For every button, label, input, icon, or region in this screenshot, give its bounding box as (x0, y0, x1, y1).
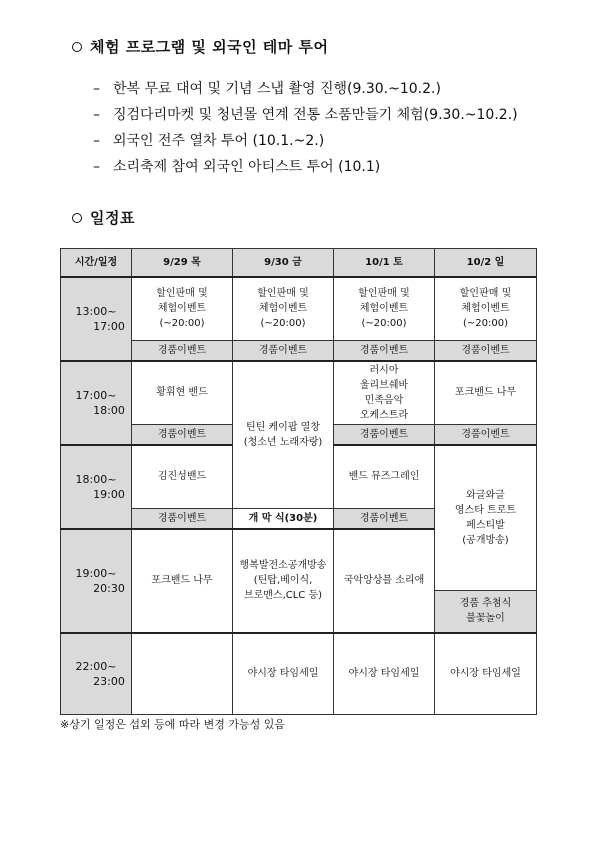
table-row (61, 277, 537, 341)
section-title: 일정표 (90, 209, 135, 227)
time-cell: 22:00~ 23:00 (61, 633, 132, 715)
event-cell: 틴틴 케이팝 열창 (청소년 노래자랑) (233, 361, 334, 509)
header-cell: 10/1 토 (334, 249, 435, 277)
table-row (61, 633, 537, 715)
gift-event-cell: 경품이벤트 (334, 341, 435, 361)
prize-draw-cell: 경품 추첨식 불꽃놀이 (435, 591, 537, 633)
circle-bullet-icon (72, 213, 82, 223)
list-item: – 소리축제 참여 외국인 아티스트 투어 (10.1) (93, 159, 381, 175)
empty-cell (132, 633, 233, 715)
event-cell: 밴드 뮤즈그레인 (334, 445, 435, 509)
event-cell: 국악앙상블 소리애 (334, 529, 435, 633)
event-cell: 야시장 타임세일 (233, 633, 334, 715)
list-item: – 외국인 전주 열차 투어 (10.1.~2.) (93, 133, 325, 149)
section-heading-programs (72, 36, 328, 57)
footnote: ※상기 일정은 섭외 등에 따라 변경 가능성 있음 (60, 718, 285, 731)
section-title: 체험 프로그램 및 외국인 테마 투어 (90, 38, 329, 56)
header-cell: 시간/일정 (61, 249, 132, 277)
event-cell: 할인판매 및 체험이벤트 (~20:00) (233, 277, 334, 341)
event-cell: 와글와글 영스타 트로트 페스티발 (공개방송) (435, 445, 537, 591)
event-cell: 할인판매 및 체험이벤트 (~20:00) (132, 277, 233, 341)
event-cell: 야시장 타임세일 (435, 633, 537, 715)
circle-bullet-icon (72, 42, 82, 52)
event-cell: 야시장 타임세일 (334, 633, 435, 715)
schedule-table (60, 248, 537, 715)
event-cell: 행복발전소공개방송 (틴탑,베이식, 브로맨스,CLC 등) (233, 529, 334, 633)
gift-event-cell: 경품이벤트 (334, 425, 435, 445)
table-header-row (61, 249, 537, 277)
section-heading-schedule (72, 207, 135, 228)
event-cell: 러시아 울리브쉐바 민족음악 오케스트라 (334, 361, 435, 425)
header-cell: 9/30 금 (233, 249, 334, 277)
event-cell: 황휘현 밴드 (132, 361, 233, 425)
gift-event-cell: 경품이벤트 (132, 509, 233, 529)
event-cell: 포크밴드 나무 (435, 361, 537, 425)
gift-event-cell: 경품이벤트 (435, 425, 537, 445)
table-row (61, 361, 537, 425)
event-cell: 할인판매 및 체험이벤트 (~20:00) (435, 277, 537, 341)
event-cell: 포크밴드 나무 (132, 529, 233, 633)
event-cell: 김진성밴드 (132, 445, 233, 509)
gift-event-cell: 경품이벤트 (233, 341, 334, 361)
gift-event-cell: 경품이벤트 (132, 425, 233, 445)
list-item: – 징검다리마켓 및 청년몰 연계 전통 소품만들기 체험(9.30.~10.2.) (93, 107, 518, 123)
opening-ceremony-cell: 개 막 식(30분) (233, 509, 334, 529)
list-item: – 한복 무료 대여 및 기념 스냅 촬영 진행(9.30.~10.2.) (93, 81, 441, 97)
gift-event-cell: 경품이벤트 (435, 341, 537, 361)
time-cell: 19:00~ 20:30 (61, 529, 132, 633)
gift-event-cell: 경품이벤트 (334, 509, 435, 529)
time-cell: 18:00~ 19:00 (61, 445, 132, 529)
time-cell: 13:00~ 17:00 (61, 277, 132, 361)
header-cell: 10/2 일 (435, 249, 537, 277)
time-cell: 17:00~ 18:00 (61, 361, 132, 445)
header-cell: 9/29 목 (132, 249, 233, 277)
gift-event-cell: 경품이벤트 (132, 341, 233, 361)
table-row (61, 341, 537, 361)
event-cell: 할인판매 및 체험이벤트 (~20:00) (334, 277, 435, 341)
program-list (93, 80, 518, 184)
